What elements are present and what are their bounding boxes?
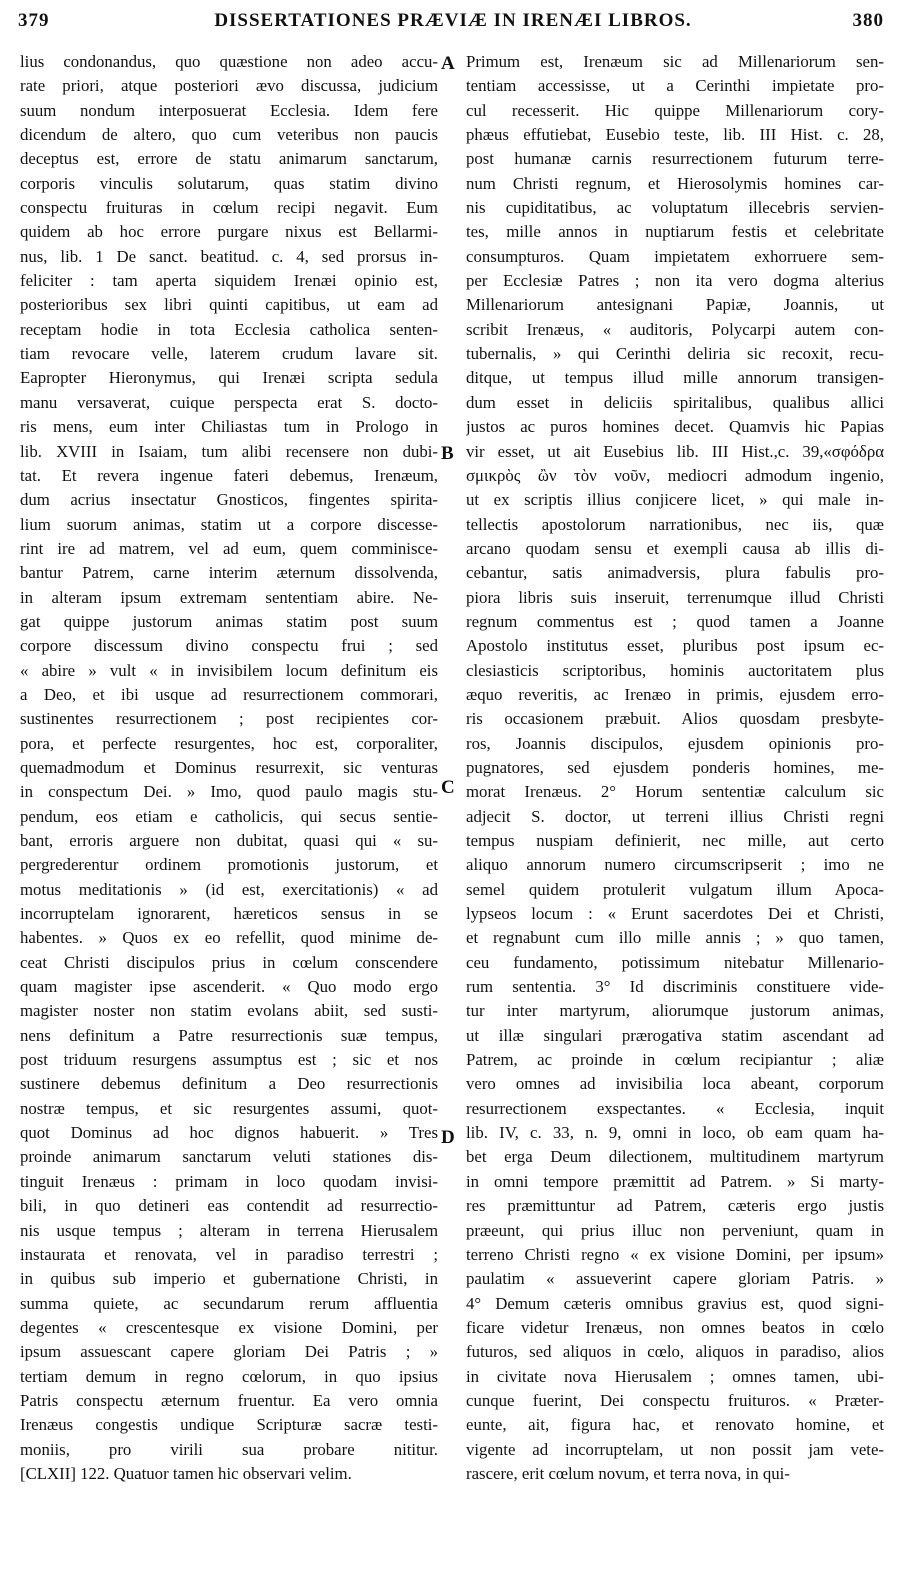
text-line: Apostolo institutus esset, pluribus post ipsum ec- (466, 636, 884, 656)
text-line: lib. XVIII in Isaiam, tum alibi recensere non dubi- (20, 441, 438, 461)
text-line: Patrem, ac proinde in cœlum recipiantur ; aliæ (466, 1050, 884, 1070)
text-line: post humanæ carnis resurrectionem futurum terre- (466, 149, 884, 169)
text-line: tertiam demum in regno cœlorum, in quo ipsius (20, 1366, 438, 1386)
text-line: rate priori, atque posteriori ævo discussa, judicium (20, 76, 438, 96)
text-line: in civitate nova Hierusalem ; omnes tamen, ubi- (466, 1366, 884, 1386)
text-line: ut illæ singulari prærogativa statim ascendant ad (466, 1025, 884, 1045)
text-line: in quibus sub imperio et gubernatione Christi, in (20, 1269, 438, 1289)
text-line: Patris conspectu æternum fruentur. Ea vero omnia (20, 1390, 438, 1410)
text-line: quot Dominus ad hoc dignos habuerit. » Tres (20, 1123, 438, 1143)
text-line: sustinentes resurrectionem ; post recipientes cor- (20, 709, 438, 729)
text-line: corpore discessum divino conspectu frui ; sed (20, 636, 438, 656)
text-line: dicendum de altero, quo cum veteribus non paucis (20, 125, 438, 145)
text-line: ditque, ut tempus illud mille annorum transigen- (466, 368, 884, 388)
text-line: bet erga Deum dilectionem, multitudinem martyrum (466, 1147, 884, 1167)
text-line: justos ac puros homines decet. Quamvis hic Papias (466, 417, 884, 437)
text-line: magister noster non statim evolans abiit, sed susti- (20, 1001, 438, 1021)
text-line: morat Irenæus. 2° Horum sententiæ calculum sic (466, 782, 884, 802)
text-line: futuros, sed aliquos in cœlo, aliquos in paradiso, alios (466, 1342, 884, 1362)
text-line: nostræ tempus, et sic resurgentes assumi, quot- (20, 1098, 438, 1118)
text-line: nis cupiditatibus, ac voluptatum illecebris servien- (466, 198, 884, 218)
page-number-left: 379 (18, 10, 50, 31)
text-line: et regnabunt cum illo mille annis ; » quo tamen, (466, 928, 884, 948)
text-line: receptam hodie in tota Ecclesia catholica senten- (20, 319, 438, 339)
text-line: summa quiete, ac secundarum rerum affluentia (20, 1293, 438, 1313)
text-line: piora libris suis inseruit, terrenumque illud Christi (466, 587, 884, 607)
margin-marker-b: B (441, 443, 454, 464)
text-line: æquo reveritis, ac Irenæo in primis, ejusdem erro- (466, 684, 884, 704)
text-line: pugnatores, sed ejusdem ponderis homines, me- (466, 757, 884, 777)
text-line: semel quidem protulerit vulgatum illum Apoca- (466, 879, 884, 899)
page-header (0, 0, 906, 40)
text-line: aliquo annorum numero circumscripserit ; imo ne (466, 855, 884, 875)
text-line: Irenæus congestis undique Scripturæ sacræ testi- (20, 1415, 438, 1435)
text-line: in omni tempore præmittit ad Patrem. » Si marty- (466, 1171, 884, 1191)
text-line: « abire » vult « in invisibilem locum definitum eis (20, 660, 438, 680)
text-line: rascere, erit cœlum novum, et terra nova, in qui- (466, 1463, 790, 1483)
text-line: incorruptelam ignorarent, hæreticos sensus in se (20, 904, 438, 924)
text-line: ut ex scriptis illius conjicere licet, » qui male in- (466, 490, 884, 510)
text-line: ceat Christi discipulos prius in cœlum conscendere (20, 952, 438, 972)
text-line: ceu fundamento, potissimum nitebatur Millenario- (466, 952, 884, 972)
text-line: proinde animarum sanctarum veluti stationes dis- (20, 1147, 438, 1167)
text-line: gat quippe justorum animas statim post suum (20, 611, 438, 631)
margin-marker-c: C (441, 777, 455, 798)
right-column (466, 50, 884, 1486)
text-line: Eapropter Hieronymus, qui Irenæi scripta sedula (20, 368, 438, 388)
text-line: feliciter : tam aperta siquidem Irenæi opinio est, (20, 271, 438, 291)
text-line: σμικρὸς ὢν τὸν νοῦν, mediocri admodum ingenio, (466, 465, 884, 485)
text-line: quemadmodum et Dominus resurrexit, sic venturas (20, 757, 438, 777)
text-line: vero omnes ad invisibilia loca abeant, corporum (466, 1074, 884, 1094)
text-line: post triduum resurgens assumptus est ; sic et nos (20, 1050, 438, 1070)
left-column (20, 50, 438, 1486)
text-line: nus, lib. 1 De sanct. beatitud. c. 4, sed prorsus in- (20, 246, 438, 266)
text-line: posterioribus sex libri quinti capitibus, ut eam ad (20, 295, 438, 315)
text-line: manu versaverat, cuique perspecta erat S. docto- (20, 392, 438, 412)
text-line: pora, et perfecte resurgentes, hoc est, corporaliter, (20, 733, 438, 753)
text-line: moniis, pro virili sua probare nititur. (20, 1439, 438, 1459)
text-line: sustinere debemus definitum a Deo resurrectionis (20, 1074, 438, 1094)
text-line: resurrectionem exspectantes. « Ecclesia, inquit (466, 1098, 884, 1118)
text-line: conspectu fruituras in cœlum recipi negavit. Eum (20, 198, 438, 218)
text-line: vigente ad incorruptelam, ut non possit jam vete- (466, 1439, 884, 1459)
margin-marker-d: D (441, 1127, 455, 1148)
text-line: consumpturos. Quam impietatem exhorruere sem- (466, 246, 884, 266)
text-line: in alteram ipsum extremam sententiam abire. Ne- (20, 587, 438, 607)
text-line: phæus effutiebat, Eusebio teste, lib. III Hist. c. 28, (466, 125, 884, 145)
text-line: pendum, eos etiam e catholicis, qui secus sentie- (20, 806, 438, 826)
text-line: arcano quodam sensu et exempli causa ab illis di- (466, 538, 884, 558)
text-line: habentes. » Quos ex eo refellit, quod minime de- (20, 928, 438, 948)
text-line: regnum commentus est ; quod tamen a Joanne (466, 611, 884, 631)
page-number-right: 380 (852, 10, 884, 31)
text-line: pergrederentur ordinem promotionis justorum, et (20, 855, 438, 875)
text-line: ros, Joannis discipulos, ejusdem opinionis pro- (466, 733, 884, 753)
text-line: tur inter martyrum, aliorumque justorum animas, (466, 1001, 884, 1021)
text-line: eunte, ait, figura hac, et renovato homine, et (466, 1415, 884, 1435)
text-line: bantur Patrem, carne interim æternum dissolvenda, (20, 563, 438, 583)
text-line: a Deo, et ibi usque ad resurrectionem commorari, (20, 684, 438, 704)
text-line: tentiam accessisse, ut a Cerinthi impietate pro- (466, 76, 884, 96)
text-line: lium suorum animas, statim ut a corpore discesse- (20, 514, 438, 534)
text-line: Millenariorum antesignani Papiæ, Joannis, ut (466, 295, 884, 315)
text-line: suum nondum interposuerat Ecclesia. Idem fere (20, 100, 438, 120)
text-line: tempus nuspiam definierit, nec mille, aut certo (466, 831, 884, 850)
text-line: paulatim « assueverint capere gloriam Patris. » (466, 1269, 884, 1289)
text-line: motus meditationis » (id est, exercitationis) « ad (20, 879, 438, 899)
text-line: ris occasionem præbuit. Alios quosdam presbyte- (466, 709, 884, 729)
text-line: in conspectum Dei. » Imo, quod paulo magis stu- (20, 782, 438, 802)
text-line: lypseos locum : « Erunt sacerdotes Dei et Christi, (466, 904, 884, 924)
text-line: rum sententia. 3° Id discriminis constituere vide- (466, 977, 884, 997)
text-line: tat. Et revera ingenue fateri debemus, Irenæum, (20, 465, 438, 485)
text-line: num Christi regnum, et Hierosolymis homines car- (466, 173, 884, 193)
text-line: adjecit S. doctor, ut terreni illius Christi regni (466, 806, 884, 826)
text-line: quidem ab hoc errore purgare nixus est Bellarmi- (20, 222, 438, 242)
margin-marker-a: A (441, 53, 455, 74)
text-line: tes, mille annos in nuptiarum festis et celebritate (466, 222, 884, 242)
text-line: ris mens, eum inter Chiliastas tum in Prologo in (20, 417, 438, 437)
text-line: clesiasticis scriptoribus, hominis auctoritatem plus (466, 660, 884, 680)
text-line: lib. IV, c. 33, n. 9, omni in loco, ob eam quam ha- (466, 1123, 884, 1143)
text-line: bant, erroris arguere non dubitat, quasi qui « su- (20, 831, 438, 850)
text-line: tiam revocare velle, laterem crudum lavare sit. (20, 344, 438, 364)
text-line: rint ire ad matrem, vel ad eum, quem comminisce- (20, 538, 438, 558)
text-line: terreno Christi regno « ex visione Domini, per ipsum» (466, 1244, 884, 1264)
text-line: tubernalis, » qui Cerinthi deliria sic recoxit, recu- (466, 344, 884, 364)
text-line: cul recesserit. Hic quippe Millenariorum cory- (466, 100, 884, 120)
text-line: quam magister ipse ascenderit. « Quo modo ergo (20, 977, 438, 997)
text-line: degentes « crescentesque ex visione Domini, per (20, 1317, 438, 1337)
text-line: ipsum assuescant capere gloriam Dei Patris ; » (20, 1342, 438, 1362)
text-line: [CLXII] 122. Quatuor tamen hic observari velim. (20, 1463, 352, 1483)
text-line: cebantur, satis animadversis, plura fabulis pro- (466, 563, 884, 583)
text-line: deceptus est, errore de statu animarum sanctarum, (20, 149, 438, 169)
text-line: dum esset in deliciis spiritalibus, qualibus allici (466, 392, 884, 412)
text-line: præeunt, qui prius illuc non perveniunt, quam in (466, 1220, 884, 1240)
text-line: bili, in quo detineri eas contendit ad resurrectio- (20, 1196, 438, 1216)
text-line: vir esset, ut ait Eusebius lib. III Hist.,c. 39,«σφόδρα (466, 441, 884, 461)
text-line: res præmittuntur ad Patrem, cæteris ergo justis (466, 1196, 884, 1216)
text-line: scribit Irenæus, « auditoris, Polycarpi autem con- (466, 319, 884, 339)
text-line: dum acrius insectatur Gnosticos, fingentes spirita- (20, 490, 438, 510)
text-line: tellectis apostolorum narrationibus, nec iis, quæ (466, 514, 884, 534)
text-line: 4° Demum cæteris omnibus gravius est, quod signi- (466, 1293, 884, 1313)
text-line: corporis vinculis solutarum, quas statim divino (20, 173, 438, 193)
text-line: per Ecclesiæ Patres ; non ita vero dogma alterius (466, 271, 884, 291)
running-title: DISSERTATIONES PRÆVIÆ IN IRENÆI LIBROS. (214, 10, 692, 31)
text-line: ficare videtur Irenæus, non omnes beatos in cœlo (466, 1317, 884, 1337)
text-line: lius condonandus, quo quæstione non adeo accu- (20, 52, 438, 71)
text-line: tinguit Irenæus : primam in loco quodam invisi- (20, 1171, 438, 1191)
text-line: cunque fuerint, Dei conspectu fruituros. « Præter- (466, 1390, 884, 1410)
text-line: nens definitum a Patre resurrectionis suæ tempus, (20, 1025, 438, 1045)
text-line: instaurata et renovata, vel in paradiso terrestri ; (20, 1244, 438, 1264)
text-line: Primum est, Irenæum sic ad Millenariorum sen- (466, 52, 884, 71)
text-line: nis usque tempus ; alteram in terrena Hierusalem (20, 1220, 438, 1240)
